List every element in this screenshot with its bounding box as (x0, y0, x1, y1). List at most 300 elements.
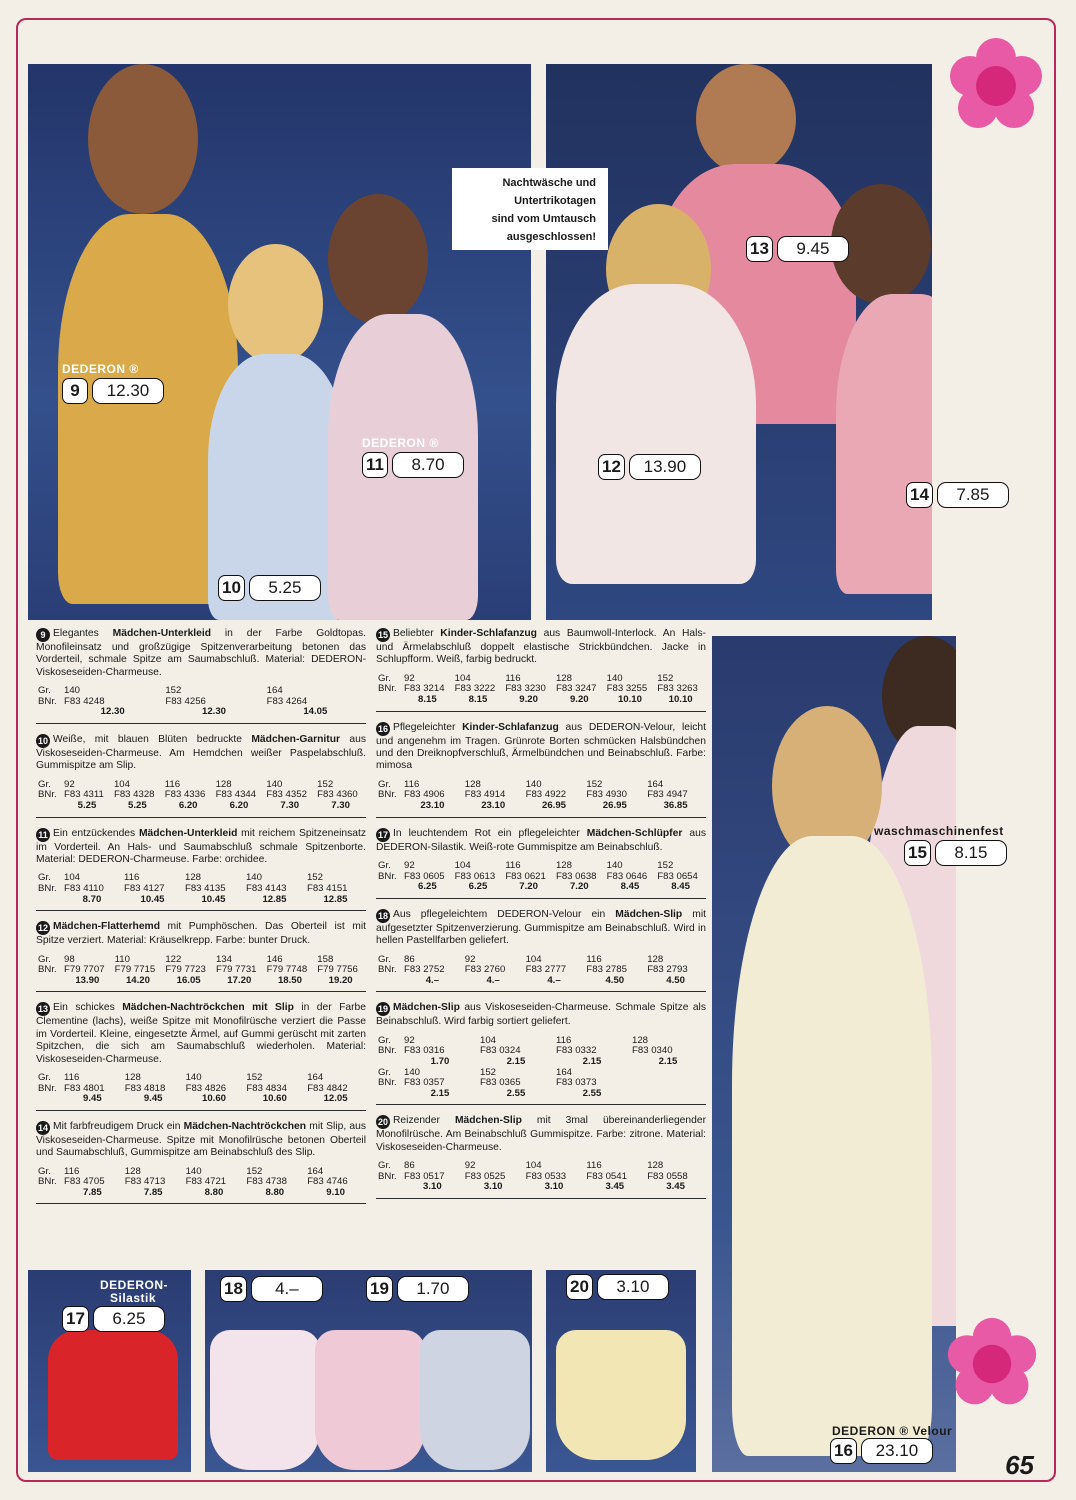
item-number: 12 (598, 454, 625, 480)
table-cell: F83 4352 (266, 789, 307, 801)
item-number-badge: 11 (36, 828, 50, 842)
brand-label-11: DEDERON ® (362, 436, 439, 450)
price-tag-10 (218, 575, 321, 601)
size-price-table (376, 674, 706, 706)
notice-line: ausgeschlossen! (506, 231, 596, 243)
table-cell: 19.20 (328, 974, 353, 986)
table-cell: 4.50 (666, 974, 685, 986)
table-cell: 8.45 (620, 881, 640, 893)
table-cell: 92 (404, 860, 415, 871)
table-cell: 7.85 (143, 1186, 163, 1198)
table-cell: 104 (64, 872, 81, 884)
notice-line: Untertrikotagen (514, 195, 596, 207)
table-cell: 9.10 (326, 1186, 345, 1198)
table-cell: 140 (404, 1066, 421, 1078)
table-cell: F83 0525 (464, 1170, 506, 1182)
row-label (376, 1182, 402, 1193)
table-cell: 92 (464, 953, 476, 965)
table-cell: F83 0646 (606, 870, 648, 882)
table-cell: 9.20 (569, 694, 589, 705)
table-cell: 116 (505, 860, 521, 871)
price-tag-9 (62, 378, 164, 404)
table-cell: F83 4110 (64, 883, 104, 894)
description-text: aus Viskoseseiden-Charmeuse. Schmale Spitze als Beinabschluß. Wird farbig sortiert geliefert. (376, 1002, 706, 1028)
item-15 (376, 628, 706, 712)
table-cell: F83 0558 (647, 1170, 688, 1182)
product-name: Mädchen-Unterkleid (138, 827, 238, 839)
table-cell: F83 4151 (306, 883, 348, 894)
table-cell: 140 (606, 672, 623, 684)
item-18 (376, 909, 706, 993)
table-cell: 152 (317, 778, 334, 790)
product-name: Mädchen-Garnitur (251, 734, 341, 745)
row-label: Gr. (378, 778, 391, 790)
item-17 (376, 828, 706, 899)
table-cell: F83 4922 (525, 789, 567, 801)
table-cell: F83 0517 (404, 1170, 445, 1182)
notice-line: sind vom Umtausch (491, 213, 596, 225)
table-cell: 116 (505, 672, 521, 684)
table-cell: 9.20 (519, 694, 538, 705)
table-cell: 152 (480, 1066, 497, 1078)
row-label (36, 976, 62, 987)
description-text: Ein entzückendes (53, 827, 139, 839)
price-tag-17 (62, 1306, 165, 1332)
item-price: 6.25 (93, 1306, 165, 1332)
table-cell: 92 (404, 1034, 415, 1046)
table-cell: 36.85 (663, 800, 688, 811)
table-cell: F83 4311 (64, 789, 104, 801)
table-cell: 152 (586, 778, 603, 790)
size-price-table (36, 780, 366, 812)
photo-nightwear-girls (546, 64, 932, 620)
item-number: 10 (218, 575, 245, 601)
table-cell: 18.50 (277, 974, 302, 986)
size-price-table (36, 955, 366, 987)
table-cell: 6.20 (178, 800, 198, 811)
divider (36, 991, 366, 992)
table-cell: 4.50 (605, 974, 625, 986)
price-tag-19 (366, 1276, 469, 1302)
description-text: Mit farbfreudigem Druck ein (53, 1120, 184, 1132)
row-label: BNr. (378, 1077, 397, 1089)
table-cell: 3.10 (423, 1181, 442, 1193)
description-column-left (36, 628, 366, 1214)
product-name: Mädchen-Flatterhemd (53, 921, 160, 933)
size-price-table (36, 873, 366, 905)
table-cell: 4.– (486, 974, 500, 986)
row-label (376, 882, 402, 893)
table-cell: F83 0332 (556, 1045, 597, 1057)
item-number-badge: 18 (377, 910, 388, 921)
table-cell: 8.15 (468, 694, 488, 705)
item-price: 8.70 (392, 452, 464, 478)
item-description (36, 1121, 366, 1160)
table-cell: 104 (480, 1034, 497, 1046)
table-cell: F83 4127 (124, 883, 165, 894)
price-tag-11 (362, 452, 464, 478)
item-number-badge: 16 (377, 723, 388, 734)
photo-underwear-girls (28, 64, 531, 620)
table-cell: 6.25 (468, 881, 488, 893)
table-cell: 7.20 (519, 881, 538, 893)
brand-label-9: DEDERON ® (62, 362, 139, 376)
item-description (376, 722, 706, 773)
table-cell: 158 (317, 953, 334, 965)
product-name: Mädchen-Nachtröckchen (183, 1120, 307, 1132)
item-number-badge: 14 (37, 1122, 48, 1133)
description-text: Elegantes (53, 628, 113, 639)
size-price-table (376, 955, 706, 987)
table-cell: F83 4826 (185, 1082, 227, 1094)
item-14 (36, 1121, 366, 1205)
table-cell: F83 0340 (632, 1045, 673, 1057)
table-cell: F79 7731 (215, 964, 257, 976)
table-cell: 140 (64, 685, 81, 697)
table-cell: 8.80 (204, 1186, 224, 1198)
price-tag-13 (746, 236, 849, 262)
table-cell: 104 (113, 778, 130, 790)
item-price: 13.90 (629, 454, 701, 480)
item-number-badge: 10 (37, 736, 48, 746)
table-cell: 146 (266, 953, 283, 965)
item-price: 1.70 (397, 1276, 469, 1302)
description-text: aus DEDERON-Velour, leicht und angenehm im Tragen. Grünrote Borten schmücken Halsbündchen und den Dreiknopfverschluß, Ärmelbündchen und Beinabschluß. Farbe: mimosa (376, 721, 706, 772)
table-cell: 140 (185, 1165, 202, 1177)
table-cell: 116 (124, 872, 140, 884)
table-cell: 7.85 (83, 1186, 102, 1198)
item-number: 20 (566, 1274, 593, 1300)
item-number: 14 (906, 482, 933, 508)
table-cell: 122 (165, 953, 182, 965)
item-number-badge: 12 (37, 923, 48, 934)
row-label: Gr. (378, 953, 391, 965)
row-label: BNr. (378, 789, 397, 801)
item-20 (376, 1115, 706, 1199)
item-number-badge: 15 (377, 630, 388, 640)
item-19 (376, 1002, 706, 1105)
item-number: 18 (220, 1276, 247, 1302)
table-cell: 2.15 (506, 1055, 526, 1067)
item-13 (36, 1002, 366, 1110)
item-9 (36, 628, 366, 724)
item-number: 13 (746, 236, 773, 262)
row-label (36, 707, 62, 718)
item-number: 11 (362, 452, 388, 478)
table-cell: F83 4906 (404, 789, 445, 801)
product-name: Mädchen-Schlüpfer (586, 827, 683, 839)
item-price: 3.10 (597, 1274, 669, 1300)
table-cell: 128 (215, 778, 232, 790)
description-text: aus Baumwoll-Interlock. An Hals- und Ärmelabschluß doppelt elastische Strickbündchen. Jacke in Schlupfform. Weiß, farbig bedruckt. (376, 628, 706, 666)
row-label: BNr. (38, 789, 57, 801)
row-label: BNr. (38, 1176, 57, 1188)
table-cell: 12.30 (201, 706, 226, 718)
table-cell: 7.20 (569, 881, 589, 893)
table-cell: F83 0533 (525, 1170, 567, 1182)
table-cell: F83 0324 (480, 1045, 521, 1057)
row-label: BNr. (38, 964, 57, 976)
table-cell: F83 2752 (404, 964, 445, 976)
description-text: Pflegeleichter (393, 721, 463, 733)
table-cell: F83 4135 (184, 883, 226, 894)
table-cell: F83 0621 (505, 870, 546, 882)
table-cell: 12.05 (323, 1093, 348, 1105)
row-label: Gr. (378, 1160, 391, 1172)
table-cell: 10.10 (617, 694, 642, 705)
table-cell: 110 (114, 953, 130, 965)
divider (36, 817, 366, 818)
table-cell: 2.55 (506, 1087, 526, 1099)
row-label: BNr. (378, 1045, 397, 1057)
table-cell: 10.45 (140, 893, 165, 905)
product-name: Mädchen-Slip (454, 1115, 522, 1127)
table-cell: 128 (555, 860, 572, 871)
row-label: BNr. (38, 883, 57, 894)
item-10 (36, 734, 366, 818)
row-label (376, 1089, 402, 1100)
item-description (36, 921, 366, 947)
table-cell: F83 4713 (124, 1176, 166, 1188)
row-label: BNr. (378, 870, 397, 882)
product-name: Mädchen-Unterkleid (112, 628, 212, 639)
table-cell: 6.20 (229, 800, 249, 811)
table-cell: 14.05 (303, 706, 328, 718)
row-label: BNr. (378, 1170, 397, 1182)
table-cell: 13.90 (75, 974, 100, 986)
table-cell: 26.95 (602, 800, 627, 811)
price-tag-15 (904, 840, 1007, 866)
divider (36, 1203, 366, 1204)
row-label: BNr. (378, 964, 397, 976)
table-cell: 6.25 (417, 881, 437, 893)
table-cell: F79 7723 (165, 964, 206, 976)
table-cell: F83 0365 (480, 1077, 521, 1089)
table-cell: 4.– (425, 974, 440, 986)
table-cell: 116 (586, 953, 602, 965)
table-cell: F79 7715 (114, 964, 156, 976)
table-cell: 164 (307, 1072, 324, 1083)
item-number: 16 (830, 1438, 857, 1464)
table-cell: 128 (124, 1165, 141, 1177)
table-cell: 140 (606, 860, 623, 871)
table-cell: 23.10 (420, 800, 445, 811)
table-cell: 152 (246, 1072, 263, 1083)
size-price-table (376, 1036, 706, 1100)
table-cell: 140 (185, 1072, 202, 1083)
table-cell: F83 4842 (307, 1082, 348, 1094)
table-cell: F83 4360 (317, 789, 358, 801)
table-cell: 12.30 (100, 706, 125, 718)
item-number: 15 (904, 840, 931, 866)
flower-top-icon (946, 36, 1046, 136)
row-label (376, 976, 402, 987)
description-text: mit 3mal übereinanderliegender Monofilrüsche. Am Beinabschluß Gummispitze. Farbe: zitrone. Material: Viskoseseiden-Charmeuse. (376, 1115, 707, 1153)
table-cell: 164 (307, 1165, 324, 1177)
table-cell: 92 (64, 778, 75, 790)
table-cell: 104 (454, 860, 471, 871)
item-number: 9 (62, 378, 88, 404)
item-description (36, 734, 366, 773)
item-11 (36, 828, 366, 912)
table-cell: 116 (556, 1034, 572, 1046)
table-cell: 3.45 (666, 1181, 685, 1193)
table-cell: F83 0357 (404, 1077, 445, 1089)
table-cell: 98 (64, 953, 75, 965)
table-cell: 152 (657, 860, 674, 871)
item-description (376, 828, 706, 854)
table-cell: F83 3230 (505, 683, 546, 695)
table-cell: 3.10 (544, 1181, 564, 1193)
table-cell: F83 4801 (64, 1082, 105, 1094)
table-cell: 10.45 (201, 893, 226, 905)
table-cell: F83 4738 (246, 1176, 287, 1188)
table-cell: 140 (525, 778, 542, 790)
table-cell: 9.45 (143, 1093, 163, 1105)
table-cell: F83 4930 (586, 789, 627, 801)
table-cell: F83 4746 (307, 1176, 348, 1188)
table-cell: 128 (184, 872, 201, 884)
notice-line: Nachtwäsche und (502, 177, 596, 189)
table-cell: 86 (404, 953, 415, 965)
table-cell: 8.70 (82, 893, 102, 905)
table-cell: 152 (246, 1165, 263, 1177)
table-cell: 86 (404, 1160, 415, 1172)
item-number-badge: 9 (36, 628, 50, 642)
table-cell: 104 (525, 1160, 542, 1172)
exchange-notice (452, 168, 608, 250)
item-price: 4.– (251, 1276, 323, 1302)
item-price: 9.45 (777, 236, 849, 262)
divider (376, 817, 706, 818)
table-cell: 128 (555, 672, 572, 684)
brand-label-15: waschmaschinenfest (874, 824, 1004, 838)
table-cell: 128 (124, 1072, 141, 1083)
table-cell: 14.20 (125, 974, 150, 986)
table-cell: 16.05 (176, 974, 201, 986)
table-cell: 26.95 (541, 800, 566, 811)
brand-label-17b: Silastik (110, 1291, 157, 1305)
row-label (376, 801, 402, 812)
table-cell: 92 (404, 672, 415, 684)
description-text: mit Pumphöschen. Das Oberteil ist mit Spitze verziert. Material: Kräuselkrepp. Farbe: bunter Druck. (36, 921, 366, 947)
table-cell: 116 (64, 1165, 80, 1177)
table-cell: 9.45 (83, 1093, 102, 1105)
row-label (36, 801, 62, 812)
table-cell: 128 (647, 953, 664, 965)
flower-bottom-icon (944, 1316, 1040, 1412)
table-cell: F83 4344 (215, 789, 257, 801)
product-name: Kinder-Schlafanzug (462, 721, 559, 733)
table-cell: F83 4705 (64, 1176, 105, 1188)
divider (376, 898, 706, 899)
description-text: Weiße, mit blauen Blüten bedruckte (53, 734, 252, 745)
item-description (376, 628, 706, 667)
description-text: mit Slip, aus Viskoseseiden-Charmeuse. Spitze mit Monofilrüsche betonen Oberteil und Saumabschluß, Gummispitze am Beinabschluß des Slip. (36, 1120, 366, 1159)
row-label: BNr. (38, 695, 57, 707)
divider (36, 1110, 366, 1111)
price-tag-14 (906, 482, 1009, 508)
description-text: Reizender (393, 1115, 455, 1127)
description-text: In leuchtendem Rot ein pflegeleichter (393, 827, 587, 839)
table-cell: 10.60 (262, 1093, 287, 1105)
row-label (376, 1057, 402, 1068)
row-label (36, 1188, 62, 1199)
page-number: 65 (1005, 1450, 1034, 1480)
table-cell: F83 4721 (185, 1176, 227, 1188)
table-cell: F83 3247 (555, 683, 597, 695)
row-label: Gr. (38, 1165, 51, 1177)
table-cell: F83 3222 (454, 683, 496, 695)
table-cell: 17.20 (227, 974, 252, 986)
table-cell: 164 (266, 685, 283, 697)
description-text: aus DEDERON-Silastik. Weiß-rote Gummispitze am Beinabschluß. (376, 827, 706, 853)
divider (376, 1104, 706, 1105)
description-text: Ein schickes (53, 1002, 123, 1014)
table-cell: F83 3255 (606, 683, 648, 695)
table-cell: F83 4834 (246, 1082, 287, 1094)
size-price-table (376, 861, 706, 893)
table-cell: 7.30 (280, 800, 300, 811)
table-cell: 5.25 (128, 800, 147, 811)
item-description (376, 1002, 706, 1028)
table-cell: 152 (165, 685, 182, 697)
table-cell: 116 (164, 778, 181, 790)
row-label: BNr. (38, 1082, 57, 1094)
item-description (36, 1002, 366, 1066)
table-cell: F83 4914 (464, 789, 506, 801)
table-cell: F79 7756 (317, 964, 358, 976)
table-cell: 12.85 (262, 893, 287, 905)
divider (376, 711, 706, 712)
table-cell: F83 0613 (454, 870, 496, 882)
table-cell: 8.15 (417, 694, 437, 705)
item-12 (36, 921, 366, 992)
item-price: 12.30 (92, 378, 164, 404)
table-cell: F83 2777 (525, 964, 567, 976)
item-price: 7.85 (937, 482, 1009, 508)
item-price: 8.15 (935, 840, 1007, 866)
table-cell: 1.70 (430, 1055, 450, 1067)
table-cell: 116 (64, 1072, 80, 1083)
table-cell: 140 (245, 872, 262, 884)
table-cell: F83 4143 (245, 883, 287, 894)
table-cell: 116 (586, 1160, 602, 1172)
table-cell: 8.80 (265, 1186, 285, 1198)
table-cell: F83 4256 (165, 695, 206, 707)
table-cell: 140 (266, 778, 283, 790)
item-price: 23.10 (861, 1438, 933, 1464)
item-price: 5.25 (249, 575, 321, 601)
table-cell: 2.15 (658, 1055, 678, 1067)
description-text: Beliebter (393, 628, 441, 639)
description-text: Aus pflegeleichtem DEDERON-Velour ein (393, 908, 616, 920)
row-label: Gr. (378, 860, 391, 871)
item-description (36, 628, 366, 679)
row-label: Gr. (378, 672, 391, 684)
price-tag-18 (220, 1276, 323, 1302)
row-label: BNr. (378, 683, 397, 695)
photo-yellow-briefs (546, 1270, 696, 1472)
table-cell: F79 7748 (266, 964, 308, 976)
table-cell: 10.10 (668, 694, 693, 705)
item-16 (376, 722, 706, 818)
item-number-badge: 17 (377, 829, 388, 840)
item-number: 17 (62, 1306, 89, 1332)
description-text: mit aufgesetzter Spitzenverzierung. Gummispitze am Beinabschluß. Wird in hellen Pastellfarben geliefert. (376, 908, 706, 947)
price-tag-16 (830, 1438, 933, 1464)
table-cell: F83 4947 (647, 789, 688, 801)
